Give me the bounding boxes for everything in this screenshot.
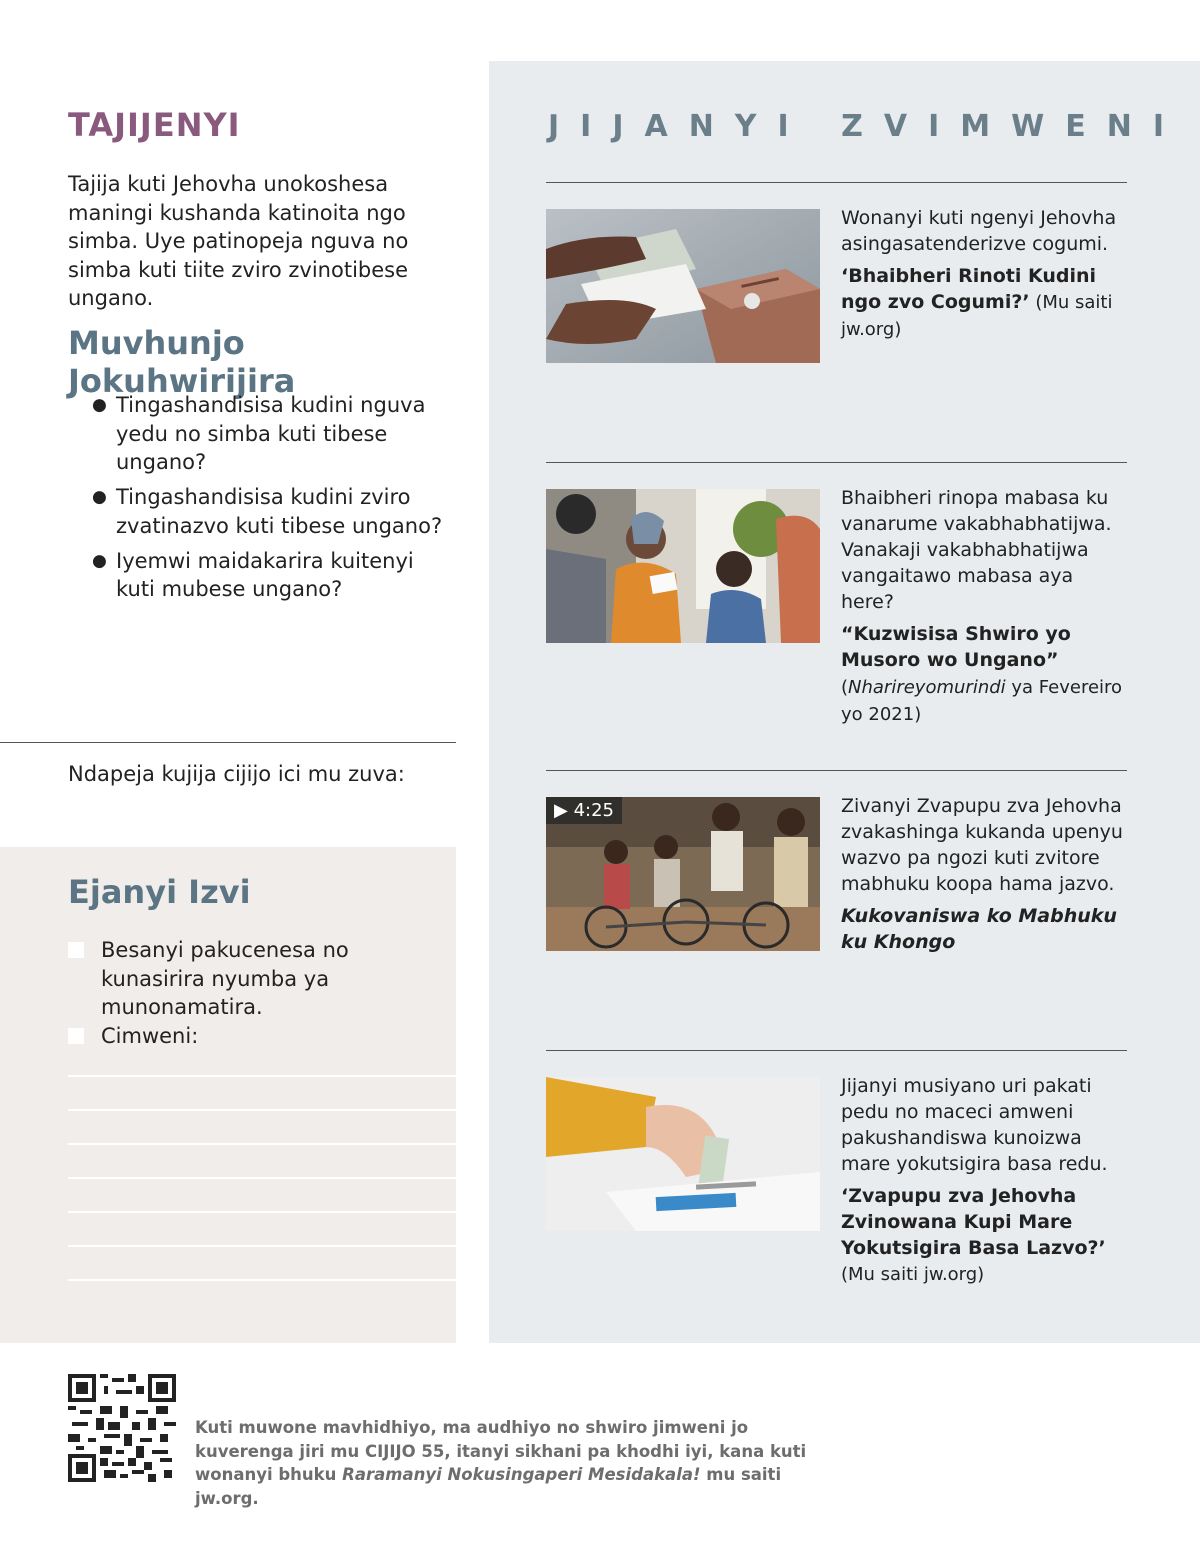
left-column [0,0,456,1343]
checkbox[interactable] [68,1028,84,1044]
resource-reference[interactable] [841,1183,1131,1288]
question-text: Iyemwi maidakarira kuitenyi kuti mubese ungano? [116,548,414,601]
write-line[interactable] [68,1075,456,1077]
write-line[interactable] [68,1211,456,1213]
footer-note [195,1416,815,1510]
divider [0,742,456,743]
resource-description: Bhaibheri rinopa mabasa ku vanarume vakabhabhatijwa. Vanakaji vakabhabhatijwa vangaitawo mabasa aya here? [841,487,1112,613]
checklist-item[interactable] [68,1022,431,1051]
tajijenyi-heading: TAJIJENYI [68,106,241,144]
footer-text-end: mu saiti jw.org. [195,1465,782,1508]
resource-description: Wonanyi kuti ngenyi Jehovha asingasatenderizve cogumi. [841,207,1117,255]
qr-code-icon[interactable] [68,1374,176,1482]
completion-date-label: Ndapeja kujija cijijo ici mu zuva: [68,762,405,786]
resource-link-title[interactable]: “Kuzwisisa Shwiro yo Musoro wo Ungano” [841,623,1071,671]
review-questions-list [90,391,450,610]
question-text: Tingashandisisa kudini zviro zvatinazvo kuti tibese ungano? [116,485,443,538]
checklist-text: Besanyi pakucenesa no kunasirira nyumba ya munonamatira. [101,938,349,1019]
video-duration: 4:25 [573,800,614,821]
resource-source-date: ya Fevereiro yo 2021) [841,677,1123,725]
resource-description: Zivanyi Zvapupu zva Jehovha zvakashinga kukanda upenyu wazvo pa ngozi kuti zvitore mabhuku koopa hama jazvo. [841,795,1123,895]
magazine-title: Nharireyomurindi [848,677,1006,698]
divider [546,770,1127,771]
question-text: Tingashandisisa kudini nguva yedu no simba kuti tibese ungano? [116,393,426,474]
resource-text [841,205,1131,343]
question-item [90,547,450,604]
play-icon: ▶ [554,800,574,821]
write-line[interactable] [68,1109,456,1111]
book-title: Raramanyi Nokusingaperi Mesidakala! [342,1465,701,1484]
resource-reference[interactable] [841,903,1131,955]
resource-reference[interactable] [841,263,1131,343]
resource-source: (Mu saiti jw.org) [841,292,1113,340]
write-line[interactable] [68,1245,456,1247]
checkbox[interactable] [68,942,84,958]
tajijenyi-paragraph: Tajija kuti Jehovha unokoshesa maningi kushanda katinoita ngo simba. Uye patinopeja nguva no simba kuti tiite zviro zvinotibese ungano. [68,172,409,310]
try-this-box [0,847,456,1343]
divider [546,182,1127,183]
checklist-text: Cimweni: [101,1024,199,1048]
write-line[interactable] [68,1177,456,1179]
bicycles-video-image[interactable] [546,797,820,951]
donation-box-image[interactable] [546,1077,820,1231]
question-item [90,483,450,540]
write-line[interactable] [68,1143,456,1145]
resource-link-title[interactable]: ‘Bhaibheri Rinoti Kudini ngo zvo Cogumi?’ [841,265,1097,313]
women-study-image[interactable] [546,489,820,643]
checklist-item[interactable] [68,936,431,1022]
bullet-icon: ● [92,487,107,507]
write-line[interactable] [68,1279,456,1281]
footer-text-start: Kuti muwone mavhidhiyo, ma audhiyo no shwiro jimweni jo kuverenga jiri mu CIJIJO 55, itanyi sikhani pa khodhi iyi, kana kuti wonanyi bhuku [195,1418,807,1484]
video-duration-badge[interactable] [546,797,622,824]
resource-link-title[interactable]: ‘Zvapupu zva Jehovha Zvinowana Kupi Mare Yokutsigira Basa Lazvo?’ [841,1185,1106,1259]
right-column [489,61,1200,1343]
resource-description: Jijanyi musiyano uri pakati pedu no maceci amweni pakushandiswa kunoizwa mare yokutsigira basa redu. [841,1075,1108,1175]
donation-envelope-image[interactable] [546,209,820,363]
resource-text [841,1073,1131,1288]
resource-reference[interactable] [841,621,1131,728]
divider [546,1050,1127,1051]
learn-more-heading: JIJANYI ZVIMWENI [548,109,1185,144]
resource-source: (Mu saiti jw.org) [841,1264,985,1285]
try-this-heading: Ejanyi Izvi [68,873,251,911]
bullet-icon: ● [92,395,107,415]
question-item [90,391,450,477]
review-questions-heading: Muvhunjo Jokuhwirijira [68,324,296,400]
bullet-icon: ● [92,550,107,571]
resource-source-open: ( [841,677,849,698]
divider [546,462,1127,463]
resource-text [841,793,1131,955]
resource-link-title[interactable]: Kukovaniswa ko Mabhuku ku Khongo [841,905,1117,953]
resource-text [841,485,1131,728]
